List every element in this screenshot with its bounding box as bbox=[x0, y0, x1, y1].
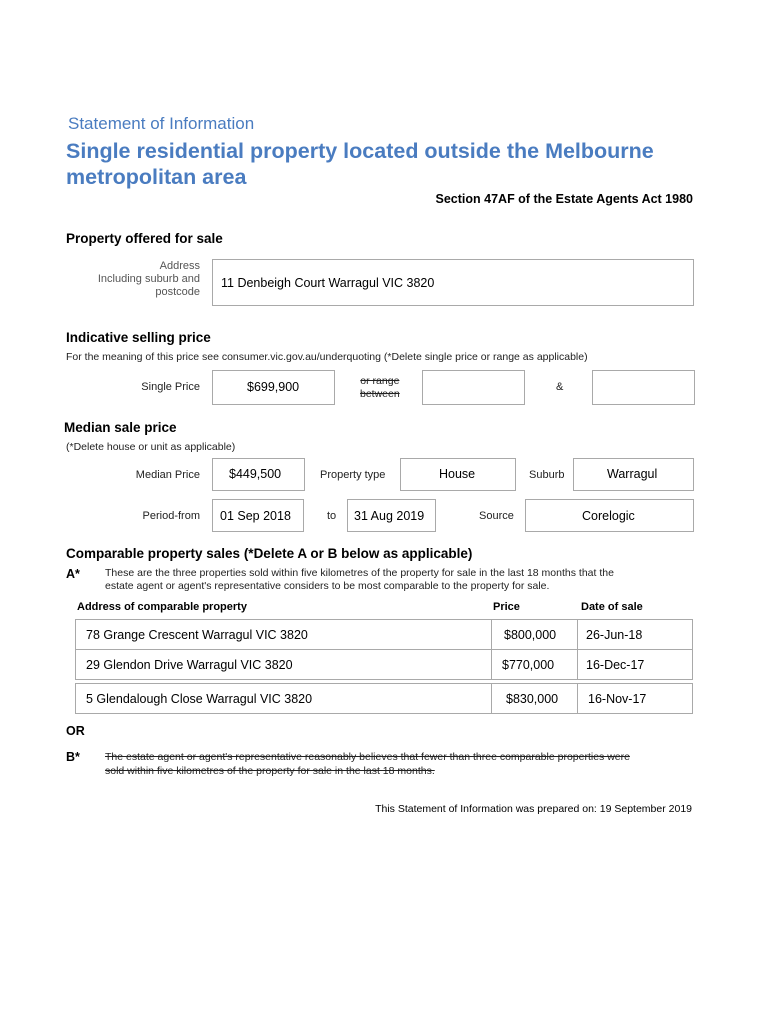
suburb-label: Suburb bbox=[529, 469, 565, 481]
row-price: $830,000 bbox=[506, 692, 559, 706]
range-ampersand: & bbox=[556, 381, 564, 393]
period-to-label: to bbox=[327, 510, 337, 522]
price-cell[interactable] bbox=[491, 619, 578, 650]
table-row bbox=[75, 649, 693, 680]
option-b-text-line-2: sold within five kilometres of the property for sale in the last 18 months. bbox=[105, 765, 435, 777]
property-heading: Property offered for sale bbox=[66, 231, 223, 246]
act-reference: Section 47AF of the Estate Agents Act 1980 bbox=[435, 192, 693, 206]
property-type-value: House bbox=[439, 467, 476, 481]
option-a-text bbox=[105, 567, 614, 593]
main-title-line-2: metropolitan area bbox=[66, 165, 247, 189]
row-date: 26-Jun-18 bbox=[586, 628, 643, 642]
address-cell[interactable] bbox=[75, 649, 492, 680]
option-b-text-line-1: The estate agent or agent's representative reasonably believes that fewer than three comparable properties were bbox=[105, 751, 630, 763]
address-cell[interactable] bbox=[75, 619, 492, 650]
source-label: Source bbox=[479, 510, 514, 522]
option-b-text bbox=[105, 750, 630, 778]
option-a-text-line-2: estate agent or agent's representative considers to be most comparable to the property for sale. bbox=[105, 580, 550, 592]
table-row bbox=[75, 619, 693, 650]
address-label-line-3: postcode bbox=[155, 286, 200, 298]
row-address: 29 Glendon Drive Warragul VIC 3820 bbox=[86, 658, 293, 672]
or-range-line-2: between bbox=[360, 388, 400, 400]
source-value: Corelogic bbox=[582, 509, 635, 523]
date-cell[interactable] bbox=[577, 683, 693, 714]
property-type-label: Property type bbox=[320, 469, 386, 481]
table-row bbox=[75, 683, 693, 714]
row-date: 16-Nov-17 bbox=[588, 692, 647, 706]
indicative-note: For the meaning of this price see consumer.vic.gov.au/underquoting (*Delete single price or range as applicable) bbox=[66, 351, 588, 363]
main-title-line-1: Single residential property located outside the Melbourne bbox=[66, 139, 654, 163]
option-a-text-line-1: These are the three properties sold within five kilometres of the property for sale in the last 18 months that the bbox=[105, 567, 614, 579]
column-header-address: Address of comparable property bbox=[77, 601, 247, 613]
row-price: $770,000 bbox=[502, 658, 555, 672]
address-label bbox=[98, 260, 200, 299]
indicative-heading: Indicative selling price bbox=[66, 330, 211, 345]
option-b-marker: B* bbox=[66, 750, 80, 764]
median-price-label: Median Price bbox=[135, 469, 200, 481]
range-high-field[interactable] bbox=[592, 370, 695, 405]
period-to-value: 31 Aug 2019 bbox=[354, 509, 425, 523]
period-from-label: Period-from bbox=[142, 510, 200, 522]
median-price-value: $449,500 bbox=[229, 467, 282, 481]
suburb-value: Warragul bbox=[607, 467, 658, 481]
price-cell[interactable] bbox=[491, 683, 578, 714]
row-price: $800,000 bbox=[504, 628, 557, 642]
or-range-label bbox=[360, 375, 400, 401]
range-low-field[interactable] bbox=[422, 370, 525, 405]
address-cell[interactable] bbox=[75, 683, 492, 714]
date-cell[interactable] bbox=[577, 649, 693, 680]
single-price-value: $699,900 bbox=[247, 380, 300, 394]
or-range-line-1: or range bbox=[360, 375, 400, 387]
median-heading: Median sale price bbox=[64, 420, 177, 435]
address-value: 11 Denbeigh Court Warragul VIC 3820 bbox=[221, 276, 435, 290]
option-a-marker: A* bbox=[66, 567, 80, 581]
row-address: 78 Grange Crescent Warragul VIC 3820 bbox=[86, 628, 308, 642]
doc-title: Statement of Information bbox=[68, 114, 255, 133]
comparable-heading: Comparable property sales (*Delete A or B below as applicable) bbox=[66, 546, 473, 561]
median-note: (*Delete house or unit as applicable) bbox=[66, 441, 236, 453]
row-address: 5 Glendalough Close Warragul VIC 3820 bbox=[86, 692, 313, 706]
date-cell[interactable] bbox=[577, 619, 693, 650]
column-header-price: Price bbox=[493, 601, 520, 613]
address-label-line-1: Address bbox=[159, 260, 200, 272]
row-date: 16-Dec-17 bbox=[586, 658, 645, 672]
or-label: OR bbox=[66, 724, 85, 738]
column-header-date: Date of sale bbox=[581, 601, 643, 613]
prepared-on: This Statement of Information was prepared on: 19 September 2019 bbox=[375, 803, 692, 815]
address-label-line-2: Including suburb and bbox=[97, 273, 200, 285]
price-cell[interactable] bbox=[491, 649, 578, 680]
period-from-value: 01 Sep 2018 bbox=[220, 509, 291, 523]
single-price-label: Single Price bbox=[141, 381, 200, 393]
